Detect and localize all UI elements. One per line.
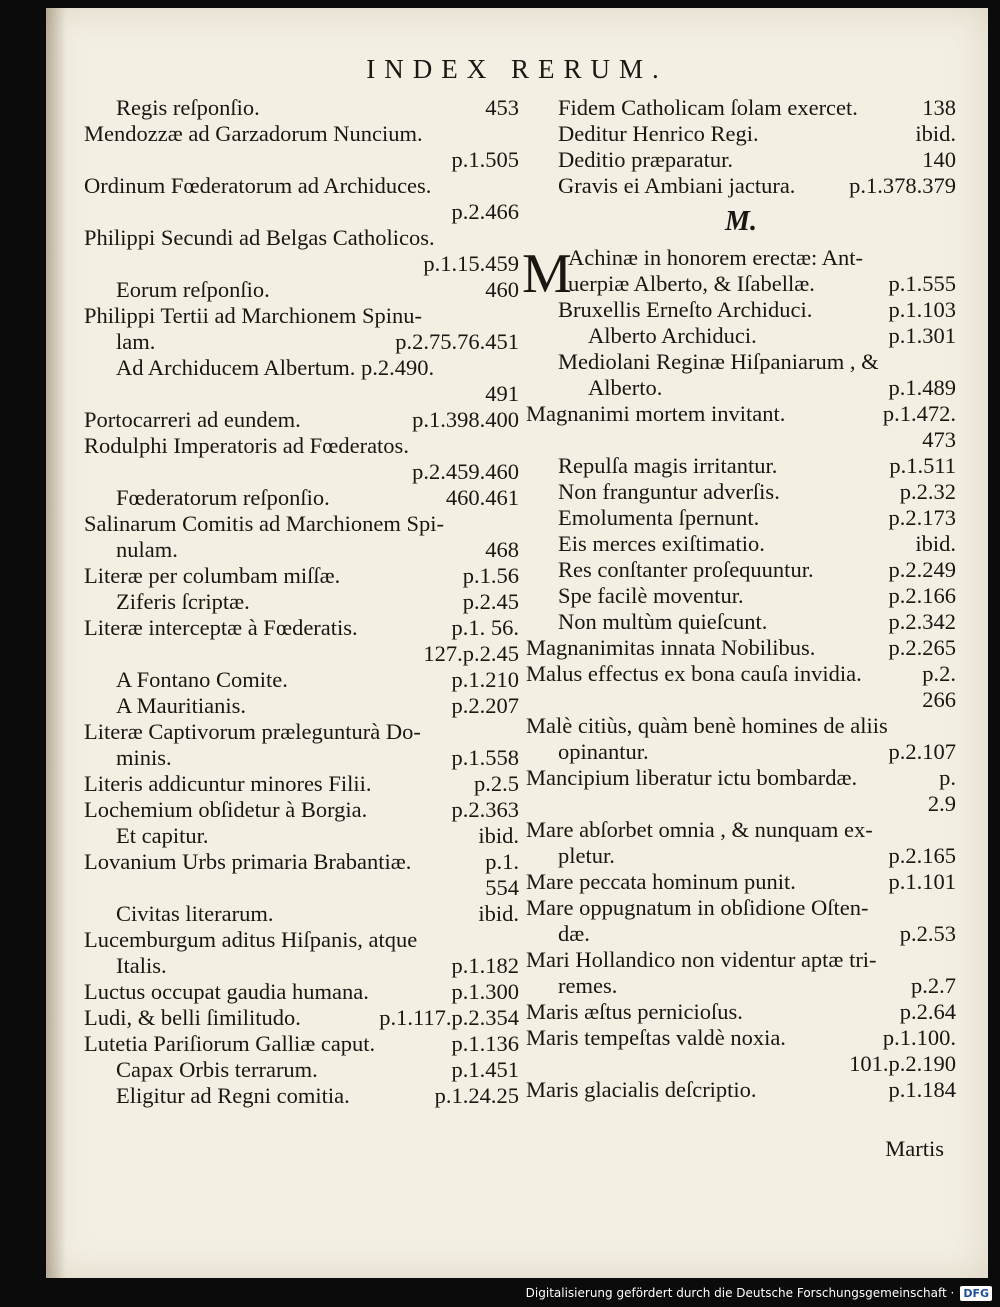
entry-text: Deditur Henrico Regi. xyxy=(558,121,759,146)
index-entry xyxy=(84,303,519,329)
entry-reference: p.2.363 xyxy=(451,797,519,822)
entry-text: Mari Hollandico non videntur aptæ tri- xyxy=(526,947,877,972)
entry-reference: p.2.32 xyxy=(899,479,956,504)
index-entry xyxy=(526,557,956,583)
index-entry xyxy=(526,635,956,661)
index-entry xyxy=(84,381,519,407)
index-entry xyxy=(84,979,519,1005)
entry-text: Salinarum Comitis ad Marchionem Spi- xyxy=(84,511,444,536)
entry-reference: p.1.101 xyxy=(888,869,956,894)
entry-text: Civitas literarum. xyxy=(116,901,274,926)
index-entry xyxy=(84,667,519,693)
index-entry xyxy=(84,901,519,927)
index-entry xyxy=(526,349,956,375)
entry-text: Rodulphi Imperatoris ad Fœderatos. xyxy=(84,433,409,458)
entry-reference: p.1.511 xyxy=(889,453,956,478)
entry-reference: p.1.100. xyxy=(882,1025,956,1050)
index-entry xyxy=(84,199,519,225)
drop-cap-initial: M xyxy=(522,243,572,305)
entry-text: Luctus occupat gaudia humana. xyxy=(84,979,369,1004)
entry-reference: p.1.300 xyxy=(451,979,519,1004)
entry-reference: p.1.210 xyxy=(451,667,519,692)
entry-text: dæ. xyxy=(558,921,590,946)
index-entry xyxy=(526,739,956,765)
entry-reference: ibid. xyxy=(915,121,956,146)
entry-reference: 460 xyxy=(485,277,519,302)
entry-reference: p.2.75.76.451 xyxy=(395,329,519,354)
index-entry xyxy=(526,947,956,973)
index-entry xyxy=(84,329,519,355)
entry-text: Ziferis ſcriptæ. xyxy=(116,589,250,614)
entry-text: Et capitur. xyxy=(116,823,209,848)
entry-reference: p.2.5 xyxy=(474,771,519,796)
digitization-footer xyxy=(526,1282,992,1304)
index-entry xyxy=(526,1025,956,1051)
entry-reference: 468 xyxy=(485,537,519,562)
index-entry xyxy=(84,1057,519,1083)
index-entry xyxy=(526,297,956,323)
index-entry xyxy=(526,791,956,817)
index-entry xyxy=(84,823,519,849)
entry-text: Literæ Captivorum prælegunturà Do- xyxy=(84,719,421,744)
entry-text: Maris æſtus pernicioſus. xyxy=(526,999,743,1024)
index-entry xyxy=(84,121,519,147)
entry-text: opinantur. xyxy=(558,739,649,764)
entry-reference: p.1. 56. xyxy=(451,615,519,640)
book-page xyxy=(46,8,988,1278)
entry-reference: p.1.103 xyxy=(888,297,956,322)
index-entry xyxy=(84,875,519,901)
entry-text: Emolumenta ſpernunt. xyxy=(558,505,760,530)
index-entry xyxy=(526,147,956,173)
entry-reference: p.2.249 xyxy=(888,557,956,582)
entry-text: Fœderatorum reſponſio. xyxy=(116,485,330,510)
index-entry xyxy=(84,485,519,511)
entry-text: Alberto. xyxy=(588,375,663,400)
index-entry xyxy=(84,95,519,121)
entry-reference: p.2.64 xyxy=(899,999,956,1024)
index-entry xyxy=(526,609,956,635)
entry-reference: p.1.558 xyxy=(451,745,519,770)
entry-text: Mediolani Reginæ Hiſpaniarum , & xyxy=(558,349,879,374)
entry-reference: 140 xyxy=(922,147,956,172)
index-entry xyxy=(84,953,519,979)
entry-text: Literæ interceptæ à Fœderatis. xyxy=(84,615,358,640)
entry-text: Lutetia Pariſiorum Galliæ caput. xyxy=(84,1031,376,1056)
entry-text: minis. xyxy=(116,745,172,770)
entry-reference: p.1.182 xyxy=(451,953,519,978)
index-entry xyxy=(526,713,956,739)
entry-reference: p.1.184 xyxy=(888,1077,956,1102)
entry-reference: p.1. xyxy=(485,849,519,874)
footer-credit-text: Digitalisierung gefördert durch die Deutsche Forschungsgemeinschaft · xyxy=(525,1286,955,1300)
entry-reference: 491 xyxy=(485,381,519,406)
entry-reference: p.2. xyxy=(922,661,956,686)
index-entry xyxy=(84,719,519,745)
entry-text: A Mauritianis. xyxy=(116,693,246,718)
index-entry xyxy=(84,537,519,563)
index-entry xyxy=(84,589,519,615)
entry-text: Non franguntur adverſis. xyxy=(558,479,780,504)
index-entry xyxy=(84,797,519,823)
entry-text: Regis reſponſio. xyxy=(116,95,260,120)
entry-text: Philippi Tertii ad Marchionem Spinu- xyxy=(84,303,422,328)
entry-reference: 453 xyxy=(485,95,519,120)
entry-text: Eorum reſponſio. xyxy=(116,277,270,302)
index-entry xyxy=(526,375,956,401)
index-entry xyxy=(526,583,956,609)
entry-text: Capax Orbis terrarum. xyxy=(116,1057,318,1082)
index-entry xyxy=(84,251,519,277)
index-entry xyxy=(526,817,956,843)
entry-text: Bruxellis Erneſto Archiduci. xyxy=(558,297,813,322)
entry-text: Mare oppugnatum in obſidione Oſten- xyxy=(526,895,869,920)
entry-reference: p.2.173 xyxy=(888,505,956,530)
entry-reference: 101.p.2.190 xyxy=(849,1051,956,1076)
index-entry xyxy=(526,401,956,427)
right-column xyxy=(522,95,956,1103)
entry-reference: p.1.398.400 xyxy=(412,407,519,432)
entry-text: Magnanimitas innata Nobilibus. xyxy=(526,635,816,660)
entry-text: pletur. xyxy=(558,843,615,868)
entry-reference: p.2.165 xyxy=(888,843,956,868)
index-entry: Achinæ in honorem erectæ: Ant- xyxy=(568,245,863,270)
index-entry xyxy=(84,1083,519,1109)
entry-reference: 127.p.2.45 xyxy=(423,641,519,666)
index-entry xyxy=(526,973,956,999)
index-entry xyxy=(84,355,519,381)
index-entry xyxy=(84,173,519,199)
index-entry xyxy=(84,511,519,537)
entry-text: Res conſtanter proſequuntur. xyxy=(558,557,814,582)
index-entry xyxy=(84,927,519,953)
entry-reference: p.1.301 xyxy=(888,323,956,348)
entry-text: Non multùm quieſcunt. xyxy=(558,609,768,634)
entry-reference: 460.461 xyxy=(445,485,519,510)
entry-text: Maris glacialis deſcriptio. xyxy=(526,1077,757,1102)
entry-text: lam. xyxy=(116,329,156,354)
entry-text: Eligitur ad Regni comitia. xyxy=(116,1083,350,1108)
entry-reference: p.2.265 xyxy=(888,635,956,660)
index-entry xyxy=(84,615,519,641)
entry-reference: p.2.459.460 xyxy=(412,459,519,484)
index-entry xyxy=(526,323,956,349)
entry-text: Ludi, & belli ſimilitudo. xyxy=(84,1005,301,1030)
entry-reference: p.2.7 xyxy=(911,973,956,998)
section-letter-heading: M. xyxy=(725,206,757,237)
entry-reference: p.2.466 xyxy=(451,199,519,224)
index-entry xyxy=(84,641,519,667)
index-entry xyxy=(526,505,956,531)
index-entry xyxy=(84,563,519,589)
index-entry xyxy=(526,121,956,147)
index-entry xyxy=(84,1031,519,1057)
entry-text: Lochemium obſidetur à Borgia. xyxy=(84,797,368,822)
entry-text: Mare abſorbet omnia , & nunquam ex- xyxy=(526,817,873,842)
entry-reference: p.1.378.379 xyxy=(849,173,956,198)
entry-text: Literæ per columbam miſſæ. xyxy=(84,563,341,588)
index-entry xyxy=(526,453,956,479)
index-entry xyxy=(526,921,956,947)
entry-reference: p.1.56 xyxy=(462,563,519,588)
index-entry xyxy=(84,849,519,875)
entry-text: nulam. xyxy=(116,537,178,562)
entry-text: Spe facilè moventur. xyxy=(558,583,744,608)
entry-reference: p.2.166 xyxy=(888,583,956,608)
index-entry xyxy=(84,745,519,771)
entry-text: Philippi Secundi ad Belgas Catholicos. xyxy=(84,225,435,250)
index-entry xyxy=(526,869,956,895)
index-entry xyxy=(526,661,956,687)
entry-text: Eis merces exiſtimatio. xyxy=(558,531,765,556)
entry-text: Ordinum Fœderatorum ad Archiduces. xyxy=(84,173,432,198)
entry-reference: p.2.207 xyxy=(451,693,519,718)
entry-reference: p.1.451 xyxy=(451,1057,519,1082)
entry-reference: p.1.472. xyxy=(882,401,956,426)
entry-reference: 473 xyxy=(922,427,956,452)
entry-reference: ibid. xyxy=(478,901,519,926)
entry-reference: p.1.15.459 xyxy=(423,251,519,276)
entry-reference: p.2.342 xyxy=(888,609,956,634)
entry-text: Fidem Catholicam ſolam exercet. xyxy=(558,95,858,120)
index-entry xyxy=(84,225,519,251)
index-entry xyxy=(84,407,519,433)
index-entry xyxy=(526,1051,956,1077)
entry-text: Alberto Archiduci. xyxy=(588,323,757,348)
index-entry xyxy=(526,173,956,199)
index-entry xyxy=(526,999,956,1025)
entry-text: A Fontano Comite. xyxy=(116,667,288,692)
index-entry xyxy=(526,843,956,869)
entry-text: Italis. xyxy=(116,953,167,978)
entry-text: Lucemburgum aditus Hiſpanis, atque xyxy=(84,927,418,952)
index-entry xyxy=(526,687,956,713)
entry-text: Portocarreri ad eundem. xyxy=(84,407,301,432)
index-entry: uerpiæ Alberto, & Iſabellæ. p.1.555 xyxy=(568,271,956,296)
entry-text: Deditio præparatur. xyxy=(558,147,733,172)
running-header: INDEX RERUM. xyxy=(366,54,668,84)
catchword: Martis xyxy=(885,1136,944,1161)
dropcap-entry xyxy=(522,243,956,305)
entry-reference: p. xyxy=(939,765,956,790)
index-entry xyxy=(84,771,519,797)
index-entry xyxy=(526,895,956,921)
entry-reference: p.2.107 xyxy=(888,739,956,764)
entry-reference: p.2.45 xyxy=(462,589,519,614)
entry-reference: p.1.136 xyxy=(451,1031,519,1056)
left-column xyxy=(84,95,519,1109)
entry-text: Magnanimi mortem invitant. xyxy=(526,401,786,426)
entry-reference: 266 xyxy=(922,687,956,712)
entry-reference: p.1.117.p.2.354 xyxy=(379,1005,519,1030)
entry-reference: p.1.489 xyxy=(888,375,956,400)
index-entry xyxy=(84,693,519,719)
entry-reference: ibid. xyxy=(915,531,956,556)
entry-reference: 138 xyxy=(922,95,956,120)
page-spine-shadow xyxy=(46,8,66,1278)
entry-text: Mare peccata hominum punit. xyxy=(526,869,796,894)
entry-text: remes. xyxy=(558,973,618,998)
entry-reference: p.1.505 xyxy=(451,147,519,172)
index-entry xyxy=(84,277,519,303)
index-entry xyxy=(526,765,956,791)
entry-text: Mancipium liberatur ictu bombardæ. xyxy=(526,765,858,790)
entry-reference: ibid. xyxy=(478,823,519,848)
index-entry xyxy=(526,1077,956,1103)
index-entry xyxy=(526,95,956,121)
dfg-logo: DFG xyxy=(960,1286,992,1301)
entry-text: Literis addicuntur minores Filii. xyxy=(84,771,372,796)
entry-text: Ad Archiducem Albertum. p.2.490. xyxy=(116,355,435,380)
entry-text: Malus effectus ex bona cauſa invidia. xyxy=(526,661,862,686)
entry-text: Maris tempeſtas valdè noxia. xyxy=(526,1025,786,1050)
index-entry xyxy=(84,433,519,459)
index-entry xyxy=(526,479,956,505)
entry-text: Lovanium Urbs primaria Brabantiæ. xyxy=(84,849,412,874)
index-entry xyxy=(526,427,956,453)
entry-text: Gravis ei Ambiani jactura. xyxy=(558,173,796,198)
index-entry xyxy=(84,147,519,173)
index-entry xyxy=(526,531,956,557)
entry-reference: p.2.53 xyxy=(899,921,956,946)
entry-text: Mendozzæ ad Garzadorum Nuncium. xyxy=(84,121,423,146)
entry-reference: 554 xyxy=(485,875,519,900)
entry-text: Repulſa magis irritantur. xyxy=(558,453,778,478)
entry-reference: p.1.24.25 xyxy=(434,1083,519,1108)
entry-reference: 2.9 xyxy=(927,791,956,816)
index-entry xyxy=(84,459,519,485)
index-entry xyxy=(84,1005,519,1031)
entry-text: Malè citiùs, quàm benè homines de aliis xyxy=(526,713,888,738)
